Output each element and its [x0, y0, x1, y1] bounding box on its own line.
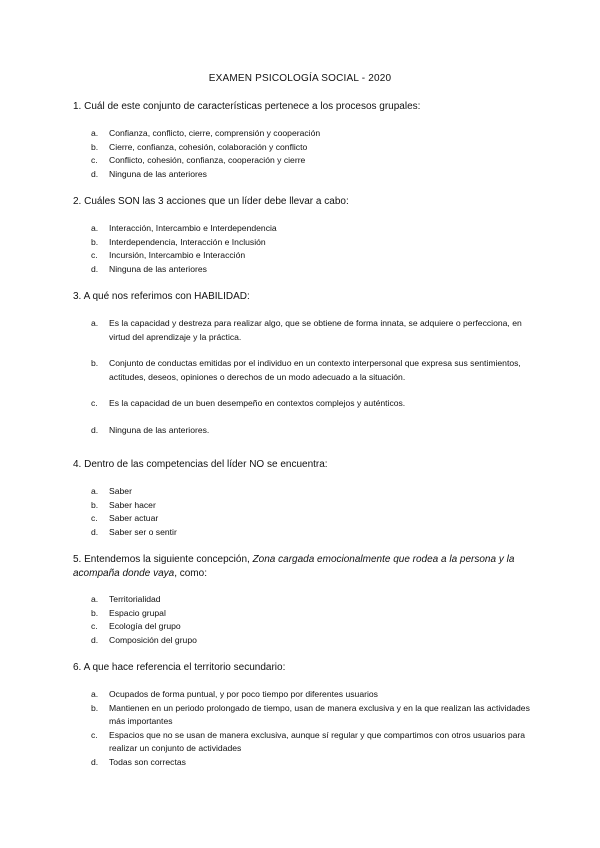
- option-text: Conflicto, cohesión, confianza, cooperación y cierre: [109, 155, 306, 166]
- option-letter: b.: [91, 358, 99, 369]
- option-letter: c.: [91, 513, 98, 524]
- option-1b: [91, 141, 541, 155]
- question-5-quote: Zona cargada emocionalmente que rodea a la persona y la acompaña donde vaya: [73, 554, 515, 579]
- option-text: Ocupados de forma puntual, y por poco tiempo por diferentes usuarios: [109, 689, 378, 699]
- option-text: Mantienen en un periodo prolongado de tiempo, usan de manera exclusiva y en la que realizan las actividades más importantes: [109, 702, 530, 727]
- option-5d: [91, 634, 541, 648]
- question-2: 2. Cuáles SON las 3 acciones que un líder debe llevar a cabo:: [73, 196, 349, 207]
- question-6: 6. A que hace referencia el territorio secundario:: [73, 662, 286, 673]
- option-letter: a.: [91, 594, 99, 604]
- option-2a: [91, 222, 541, 236]
- question-3: 3. A qué nos referimos con HABILIDAD:: [73, 291, 250, 302]
- option-text: Interacción, Intercambio e Interdependencia: [109, 223, 277, 233]
- option-text: Interdependencia, Interacción e Inclusión: [109, 236, 266, 247]
- option-letter: c.: [91, 729, 98, 740]
- option-text: Saber actuar: [109, 513, 159, 524]
- option-letter: d.: [91, 756, 99, 767]
- option-1c: [91, 154, 541, 168]
- option-text: Conjunto de conductas emitidas por el individuo en un contexto interpersonal que expresa sus sentimientos, actitudes, deseos, opiniones o derechos de un modo adecuado a la situación.: [109, 358, 521, 382]
- question-5-text: 5. Entendemos la siguiente concepción,: [73, 554, 253, 565]
- option-4c: [91, 512, 541, 526]
- option-4a: [91, 485, 541, 499]
- option-text: Es la capacidad y destreza para realizar algo, que se obtiene de forma innata, se adquiere o perfecciona, en virtud del aprendizaje y la práctica.: [109, 318, 522, 342]
- option-text: Espacios que no se usan de manera exclusiva, aunque sí regular y que compartimos con otros usuarios para realizar un conjunto de actividades: [109, 729, 526, 754]
- option-letter: c.: [91, 155, 98, 166]
- option-6b: [91, 702, 541, 729]
- option-2d: [91, 263, 541, 277]
- question-1-options: [91, 127, 541, 181]
- option-letter: d.: [91, 526, 99, 537]
- option-letter: b.: [91, 141, 99, 152]
- option-text: Incursión, Intercambio e Interacción: [109, 250, 246, 261]
- option-3d: [91, 424, 541, 438]
- option-text: Composición del grupo: [109, 634, 197, 645]
- option-5b: [91, 607, 541, 621]
- option-letter: a.: [91, 223, 99, 233]
- option-letter: a.: [91, 128, 99, 138]
- option-4b: [91, 499, 541, 513]
- option-1d: [91, 168, 541, 182]
- option-letter: c.: [91, 398, 98, 409]
- option-3b: [91, 357, 541, 384]
- option-text: Ninguna de las anteriores.: [109, 424, 210, 435]
- option-text: Todas son correctas: [109, 756, 186, 767]
- option-text: Saber: [109, 486, 132, 496]
- option-5c: [91, 620, 541, 634]
- option-text: Saber hacer: [109, 499, 156, 510]
- question-2-options: [91, 222, 541, 276]
- option-text: Ecología del grupo: [109, 621, 181, 632]
- option-letter: b.: [91, 499, 99, 510]
- question-5: [73, 553, 543, 581]
- question-3-options: [91, 317, 541, 438]
- question-5-options: [91, 593, 541, 647]
- option-text: Es la capacidad de un buen desempeño en contextos complejos y auténticos.: [109, 398, 406, 409]
- option-text: Ninguna de las anteriores: [109, 263, 207, 274]
- option-letter: d.: [91, 634, 99, 645]
- option-letter: a.: [91, 318, 99, 328]
- question-4-options: [91, 485, 541, 539]
- option-text: Espacio grupal: [109, 607, 166, 618]
- option-letter: d.: [91, 168, 99, 179]
- option-text: Ninguna de las anteriores: [109, 168, 207, 179]
- question-5-suffix: , como:: [174, 568, 207, 579]
- option-3c: [91, 397, 541, 411]
- question-4: 4. Dentro de las competencias del líder NO se encuentra:: [73, 459, 328, 470]
- option-text: Saber ser o sentir: [109, 526, 177, 537]
- option-1a: [91, 127, 541, 141]
- option-letter: a.: [91, 689, 99, 699]
- option-5a: [91, 593, 541, 607]
- option-text: Territorialidad: [109, 594, 161, 604]
- option-letter: b.: [91, 702, 99, 713]
- option-6c: [91, 729, 541, 756]
- option-4d: [91, 526, 541, 540]
- option-6a: [91, 688, 541, 702]
- question-6-options: [91, 688, 541, 770]
- option-letter: c.: [91, 250, 98, 261]
- option-letter: b.: [91, 607, 99, 618]
- option-2b: [91, 236, 541, 250]
- option-letter: a.: [91, 486, 99, 496]
- option-text: Cierre, confianza, cohesión, colaboración y conflicto: [109, 141, 308, 152]
- option-letter: d.: [91, 263, 99, 274]
- page-title: EXAMEN PSICOLOGÍA SOCIAL - 2020: [208, 73, 392, 84]
- option-2c: [91, 249, 541, 263]
- option-text: Confianza, conflicto, cierre, comprensión y cooperación: [109, 128, 321, 138]
- option-6d: [91, 756, 541, 770]
- option-3a: [91, 317, 541, 344]
- option-letter: c.: [91, 621, 98, 632]
- question-1: 1. Cuál de este conjunto de características pertenece a los procesos grupales:: [73, 101, 421, 112]
- option-letter: d.: [91, 424, 99, 435]
- option-letter: b.: [91, 236, 99, 247]
